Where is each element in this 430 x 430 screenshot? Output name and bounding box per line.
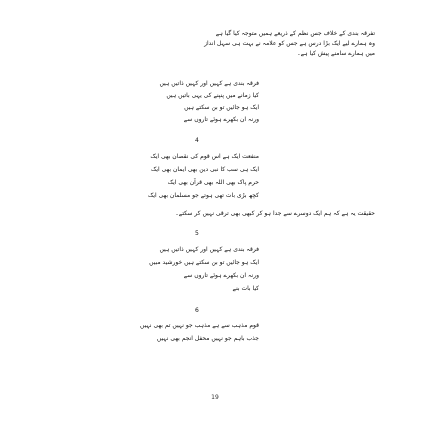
stanza2-line-1: منفعت ایک ہے اس قوم کی نقصان بھی ایک <box>150 153 259 160</box>
page-number: 19 <box>211 394 219 401</box>
stanza1-line-3: ایک ہو جائیں تو بن سکتے ہیں <box>184 104 259 111</box>
stanza3-line-4: کیا بات بنے <box>232 285 259 292</box>
stanza2-line-2: ایک ہی سب کا نبی دین بھی ایمان بھی ایک <box>150 166 259 173</box>
intro-line-3: میں ہمارے سامنے پیش کیا ہے۔ <box>297 50 375 57</box>
stanza1-line-1: فرقہ بندی ہے کہیں اور کہیں ذاتیں ہیں <box>159 80 259 87</box>
stanza3-line-2: ایک ہو جائیں تو بن سکتے ہیں خورشید مبیں <box>149 259 259 266</box>
stanza3-line-3: ورنہ ان بکھرے ہوئے تاروں سے <box>183 272 259 279</box>
intro-line-1: تفرقہ بندی کے خلاف جس نظم کے ذریعے ہمیں متوجہ کیا گیا ہے <box>215 30 375 37</box>
intro-line-2: وہ ہمارے لیے ایک بڑا درس ہے جس کو علامہ نے بہت ہی سہل انداز <box>204 40 375 47</box>
stanza2-line-3: حرم پاک بھی اللہ بھی قرآن بھی ایک <box>167 179 259 186</box>
stanza1-line-4: ورنہ ان بکھرے ہوئے تاروں سے <box>183 116 259 123</box>
stanza2-line-4: کچھ بڑی بات تھی ہوتے جو مسلمان بھی ایک <box>147 192 259 199</box>
verse-number-1: 4 <box>195 137 199 144</box>
stanza1-line-2: کیا زمانے میں پنپنے کی یہی باتیں ہیں <box>166 92 259 99</box>
stanza4-line-1: قوم مذہب سے ہے مذہب جو نہیں تم بھی نہیں <box>140 322 259 329</box>
verse-number-2: 5 <box>195 230 199 237</box>
stanza4-line-2: جذب باہم جو نہیں محفل انجم بھی نہیں <box>156 335 259 342</box>
verse-number-3: 6 <box>195 307 199 314</box>
stanza3-line-1: فرقہ بندی ہے کہیں اور کہیں ذاتیں ہیں <box>159 246 259 253</box>
mid-line: حقیقت یہ ہے کہ ہم ایک دوسرے سے جدا ہو کر کبھی بھی ترقی نہیں کر سکتے۔ <box>175 210 375 217</box>
